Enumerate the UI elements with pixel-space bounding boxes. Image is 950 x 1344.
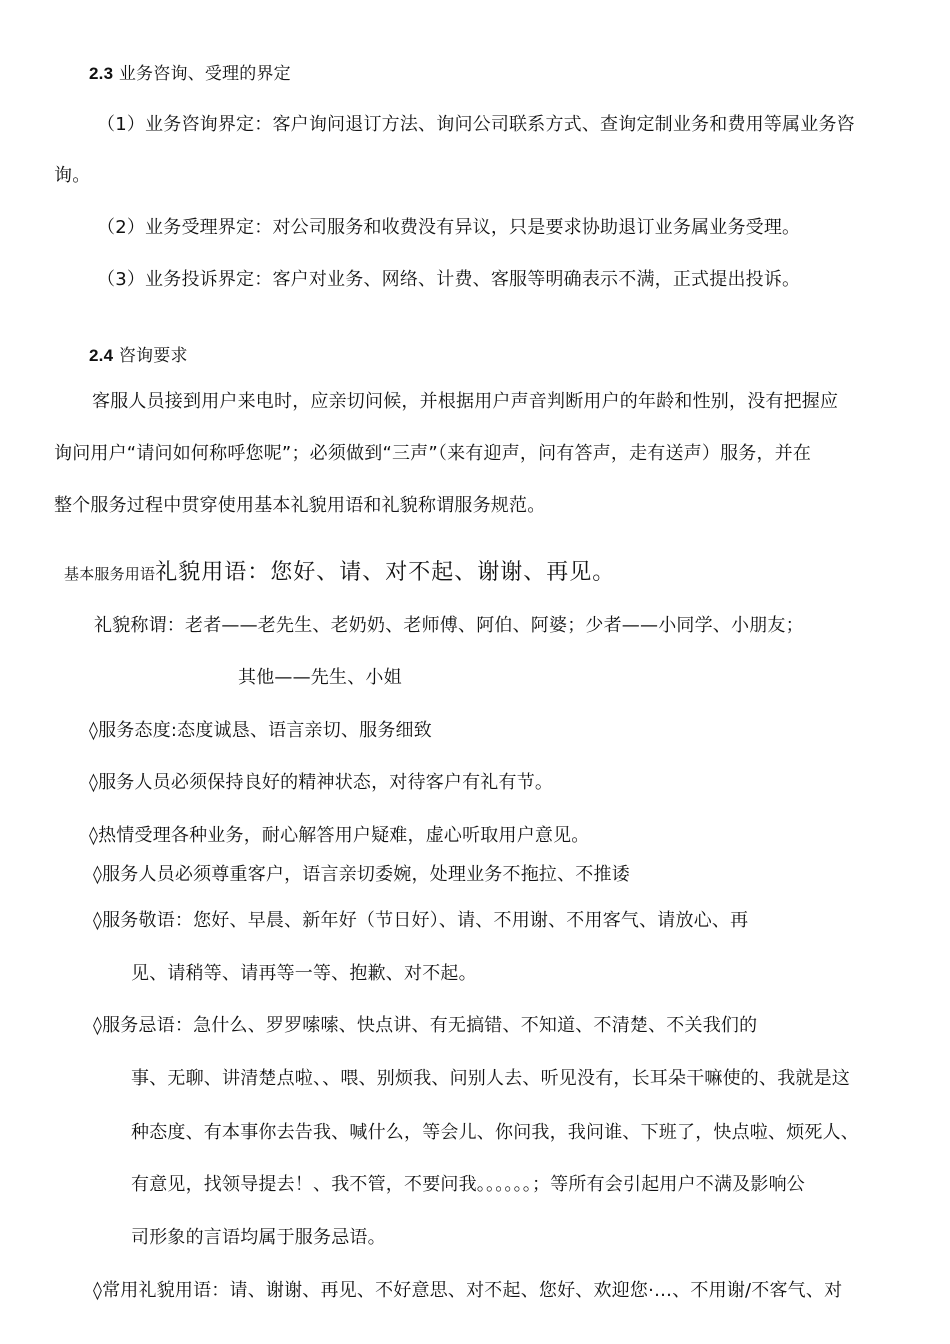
bullet-taboo-words-line1: ◊服务忌语：急什么、罗罗嗦嗦、快点讲、有无搞错、不知道、不清楚、不关我们的: [93, 1015, 758, 1036]
consult-definition-line2: 询。: [54, 165, 91, 186]
consult-definition-line1: （1）业务咨询界定：客户询问退订方法、询问公司联系方式、查询定制业务和费用等属业务咨: [97, 114, 855, 135]
section-number: 2.4: [89, 346, 114, 365]
basic-service-label: 基本服务用语: [64, 565, 156, 583]
bullet-taboo-words-line4: 有意见，找领导提去！、我不管，不要问我。。。。。。；等所有会引起用户不满及影响公: [131, 1174, 805, 1195]
section-2-4-heading: [89, 344, 188, 368]
bullet-spirit: ◊服务人员必须保持良好的精神状态，对待客户有礼有节。: [89, 772, 554, 793]
bullet-polite-words-line2: 见、请稍等、请再等一等、抱歉、对不起。: [131, 963, 477, 984]
bullet-taboo-words-line5: 司形象的言语均属于服务忌语。: [131, 1227, 386, 1248]
complaint-definition: （3）业务投诉界定：客户对业务、网络、计费、客服等明确表示不满，正式提出投诉。: [97, 269, 801, 290]
section-2-3-heading: [89, 62, 291, 86]
polite-address-line2: 其他——先生、小姐: [238, 667, 402, 688]
consult-requirement-line2: 询问用户“请问如何称呼您呢”；必须做到“三声”（来有迎声，问有答声，走有送声）服务，并在: [54, 443, 812, 464]
basic-polite-phrases: 礼貌用语：您好、请、对不起、谢谢、再见。: [155, 560, 616, 585]
polite-address-line1: 礼貌称谓：老者——老先生、老奶奶、老师傅、阿伯、阿婆；少者——小同学、小朋友；: [94, 615, 804, 636]
bullet-respect: ◊服务人员必须尊重客户，语言亲切委婉，处理业务不拖拉、不推诿: [93, 864, 630, 885]
consult-requirement-line3: 整个服务过程中贯穿使用基本礼貌用语和礼貌称谓服务规范。: [54, 495, 546, 516]
bullet-service-attitude: ◊服务态度:态度诚恳、语言亲切、服务细致: [89, 720, 432, 741]
bullet-taboo-words-line3: 种态度、有本事你去告我、喊什么，等会儿、你问我，我问谁、下班了，快点啦、烦死人、: [131, 1122, 859, 1143]
section-title: 咨询要求: [118, 346, 188, 366]
consult-requirement-line1: 客服人员接到用户来电时，应亲切问候，并根据用户声音判断用户的年龄和性别，没有把握应: [92, 391, 839, 412]
basic-service-phrases: [64, 559, 615, 588]
section-number: 2.3: [89, 64, 114, 83]
section-title: 业务咨询、受理的界定: [118, 64, 291, 84]
bullet-polite-words-line1: ◊服务敬语：您好、早晨、新年好（节日好）、请、不用谢、不用客气、请放心、再: [93, 910, 749, 931]
bullet-taboo-words-line2: 事、无聊、讲清楚点啦、、喂、别烦我、问别人去、听见没有，长耳朵干嘛使的、我就是这: [131, 1068, 850, 1089]
accept-definition: （2）业务受理界定：对公司服务和收费没有异议，只是要求协助退订业务属业务受理。: [97, 217, 801, 238]
bullet-common-polite: ◊常用礼貌用语：请、谢谢、再见、不好意思、对不起、您好、欢迎您·…、不用谢/不客气、对: [93, 1280, 843, 1301]
bullet-enthusiasm: ◊热情受理各种业务，耐心解答用户疑难，虚心听取用户意见。: [89, 825, 590, 846]
